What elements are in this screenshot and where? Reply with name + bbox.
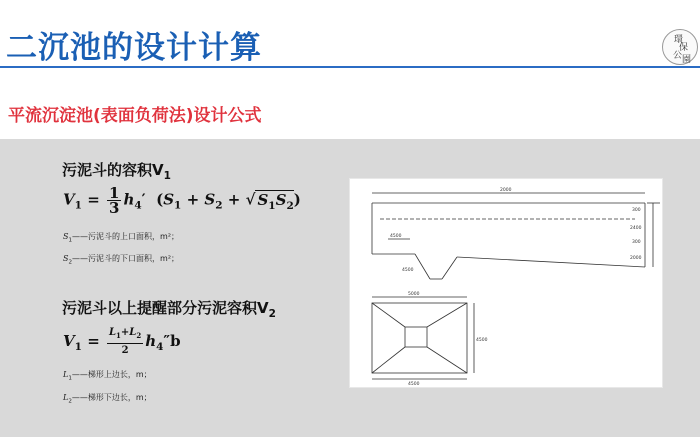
tank-bottom-slope	[457, 257, 645, 267]
logo-char: 公	[673, 51, 683, 61]
tank-drawing	[349, 178, 663, 388]
dim-label: 4500	[408, 382, 420, 387]
subtitle: 平流沉淀池(表面负荷法)设计公式	[8, 106, 262, 126]
tank-drawing-svg	[350, 179, 662, 387]
section2-heading: 污泥斗以上提醒部分污泥容积$V_2$	[62, 299, 276, 320]
note-l1: $L_1——$梯形上边长，m；	[63, 370, 152, 382]
hopper-plan-inner	[405, 327, 427, 347]
note-s1: $S_1——$污泥斗的上口面积，m²；	[63, 232, 180, 244]
dim-label: 4500	[476, 338, 488, 343]
dim-label: 4500	[390, 234, 402, 239]
logo-char: 保	[679, 43, 689, 53]
hopper-left-slope	[415, 254, 430, 279]
logo-char: 園	[682, 55, 692, 65]
dim-label: 2400	[630, 226, 642, 231]
logo	[662, 29, 698, 65]
dim-label: 2000	[630, 256, 642, 261]
hopper-right-slope	[442, 257, 457, 279]
dim-label: 2000	[500, 188, 512, 193]
title-divider	[0, 66, 700, 68]
formula-v1: $V_1$ = $\frac{1}{3}$ $h_4'$ ($S_1 + S_2$ + √ $S_1S_2$)	[63, 184, 301, 217]
dim-label: 300	[632, 240, 641, 245]
note-s2: $S_2——$污泥斗的下口面积，m²；	[63, 254, 180, 266]
logo-char: 環	[674, 35, 684, 45]
dim-label: 5000	[408, 292, 420, 297]
note-l2: $L_2——$梯形下边长，m；	[63, 393, 152, 405]
formula-v2: $V_1$ = $\frac{L_1+L_2}{2}$ $h_4''b$	[63, 327, 181, 356]
dim-label: 300	[632, 208, 641, 213]
dim-label: 4500	[402, 268, 414, 273]
page-title: 二沉池的设计计算	[6, 30, 262, 66]
section1-heading: 污泥斗的容积$V_1$	[62, 161, 171, 182]
